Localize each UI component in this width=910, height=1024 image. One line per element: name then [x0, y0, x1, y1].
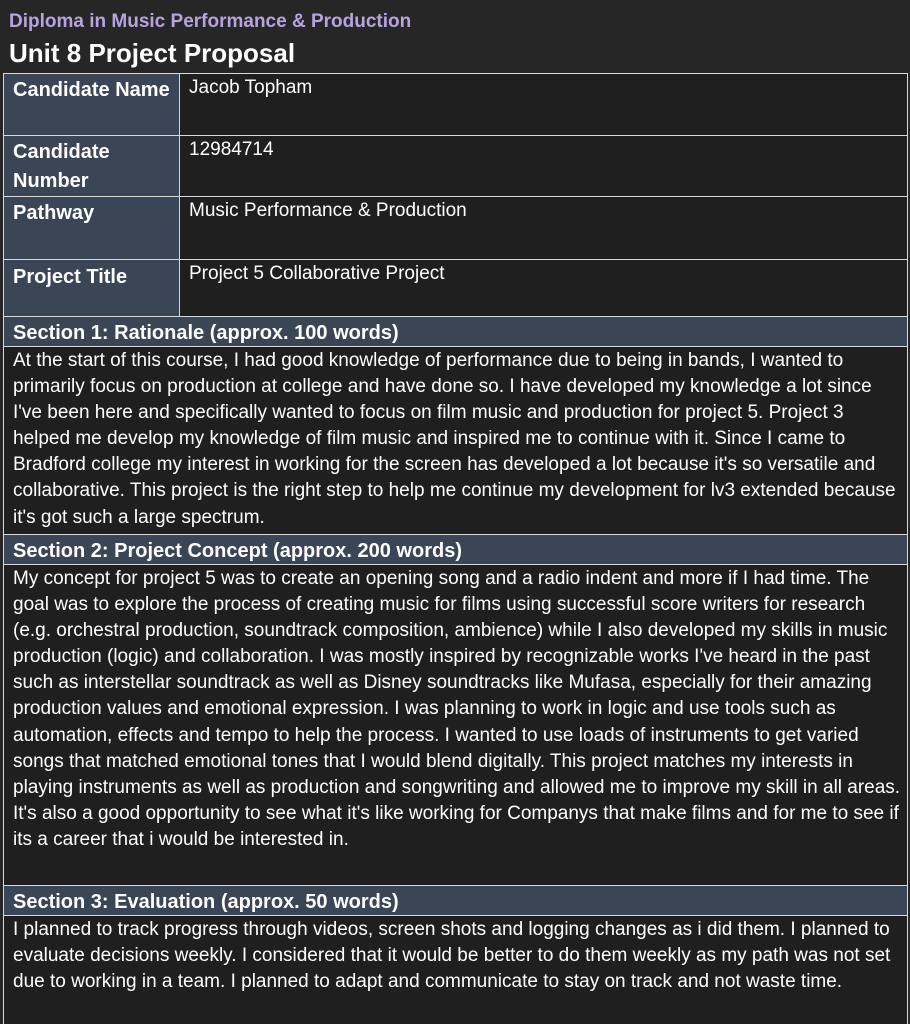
row-pathway: [4, 197, 908, 260]
pathway-label: Pathway: [4, 197, 180, 260]
proposal-table: [3, 73, 908, 1024]
section-2-text[interactable]: My concept for project 5 was to create an opening song and a radio indent and more if I had time. The goal was to explore the process of creating music for films using successful score writers for research (e.g. orchestral production, soundtrack composition, ambience) while I also developed my skills in music production (logic) and collaboration. I was mostly inspired by recognizable works I've heard in the past such as interstellar soundtrack as well as Disney soundtracks like Mufasa, especially for their amazing production values and emotional expression. I was planning to work in logic and use tools such as automation, effects and tempo to help the process. I wanted to use loads of instruments to get varied songs that matched emotional tones that I would blend digitally. This project matches my interests in playing instruments as well as production and songwriting and allowed me to improve my skill in all areas. It's also a good opportunity to see what it's like working for Companys that make films and for me to see if its a career that i would be interested in.: [4, 565, 908, 886]
section-3-heading: Section 3: Evaluation (approx. 50 words): [4, 886, 908, 916]
section-1-heading: Section 1: Rationale (approx. 100 words): [4, 317, 908, 347]
pathway-value[interactable]: Music Performance & Production: [180, 197, 908, 260]
unit-title: Unit 8 Project Proposal: [9, 38, 296, 68]
project-title-value[interactable]: Project 5 Collaborative Project: [180, 260, 908, 317]
section-1-header-row: [4, 317, 908, 347]
section-1-body-row: [4, 347, 908, 535]
candidate-name-label: Candidate Name: [4, 74, 180, 136]
section-2-heading: Section 2: Project Concept (approx. 200 words): [4, 535, 908, 565]
section-2-body-row: [4, 565, 908, 886]
section-2-header-row: [4, 535, 908, 565]
candidate-name-value[interactable]: Jacob Topham: [180, 74, 908, 136]
candidate-number-value[interactable]: 12984714: [180, 136, 908, 197]
row-project-title: [4, 260, 908, 317]
section-1-text[interactable]: At the start of this course, I had good knowledge of performance due to being in bands, I wanted to primarily focus on production at college and have done so. I have developed my knowledge a lot since I've been here and specifically wanted to focus on film music and production for project 5. Project 3 helped me develop my knowledge of film music and inspired me to continue with it. Since I came to Bradford college my interest in working for the screen has developed a lot because it's so versatile and collaborative. This project is the right step to help me continue my development for lv3 extended because it's got such a large spectrum.: [4, 347, 908, 535]
section-3-body-row: [4, 916, 908, 1024]
row-candidate-name: [4, 74, 908, 136]
section-3-text[interactable]: I planned to track progress through videos, screen shots and logging changes as i did them. I planned to evaluate decisions weekly. I considered that it would be better to do them weekly as my path was not set due to working in a team. I planned to adapt and communicate to stay on track and not waste time.: [4, 916, 908, 1024]
row-candidate-number: [4, 136, 908, 197]
section-3-header-row: [4, 886, 908, 916]
project-title-label: Project Title: [4, 260, 180, 317]
candidate-number-label: Candidate Number: [4, 136, 180, 197]
course-title: Diploma in Music Performance & Production: [9, 11, 412, 32]
